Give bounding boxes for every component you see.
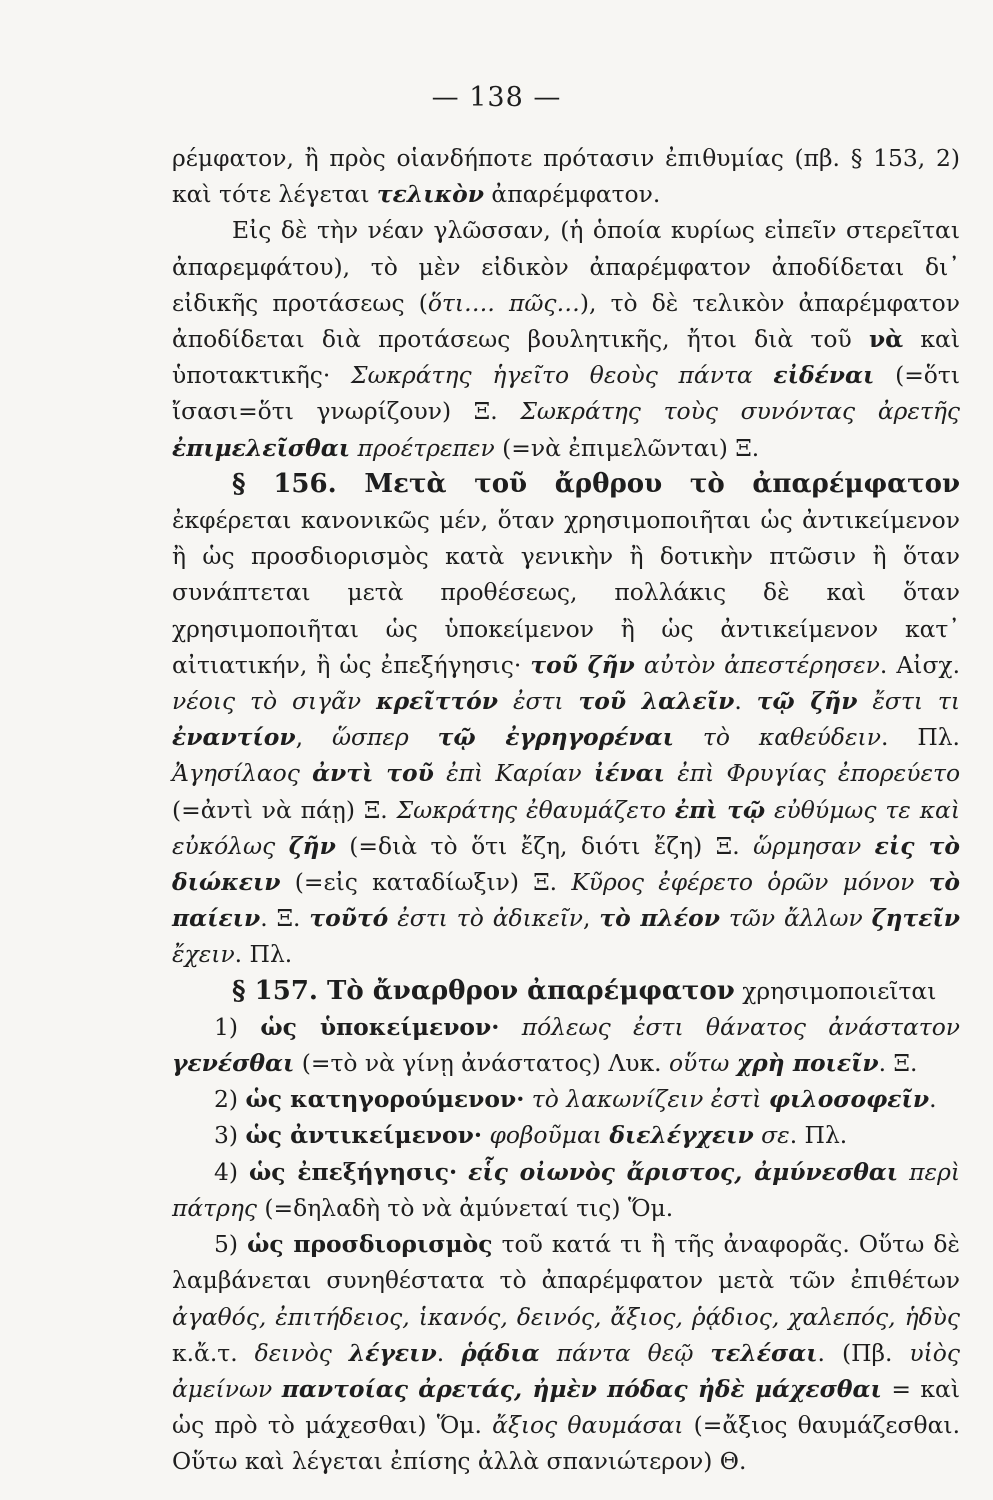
paragraph: § 157. Τὸ ἄναρθρον ἀπαρέμφατον χρησιμοποιεῖται	[232, 975, 937, 1006]
paragraph: Εἰς δὲ τὴν νέαν γλῶσσαν, (ἡ ὁποία κυρίως εἰπεῖν στερεῖται ἀπαρεμφάτου), τὸ μὲν εἰδικὸν ἀπαρέμφατον ἀποδίδεται δι᾽ εἰδικῆς προτάσεως (ὅτι…. πῶς…), τὸ δὲ τελικὸν ἀπαρέμφατον ἀποδίδεται διὰ προτάσεως βουλητικῆς, ἤτοι διὰ τοῦ νὰ καὶ ὑποτακτικῆς· Σωκράτης ἡγεῖτο θεοὺς πάντα εἰδέναι (=ὅτι ἴσασι=ὅτι γνωρίζουν) Ξ. Σωκράτης τοὺς συνόντας ἀρετῆς ἐπιμελεῖσθαι προέτρεπεν (=νὰ ἐπιμελῶνται) Ξ.	[172, 216, 960, 462]
paragraph: 2) ὡς κατηγορούμενον· τὸ λακωνίζειν ἐστὶ φιλοσοφεῖν.	[214, 1085, 937, 1114]
paragraph: 5) ὡς προσδιορισμὸς τοῦ κατά τι ἢ τῆς ἀναφορᾶς. Οὕτω δὲ λαμβάνεται συνηθέστατα τὸ ἀπαρέμφατον μετὰ τῶν ἐπιθέτων ἀγαθός, ἐπιτήδειος, ἱκανός, δεινός, ἄξιος, ῥᾴδιος, χαλεπός, ἡδὺς κ.ἄ.τ. δεινὸς λέγειν. ῥᾴδια πάντα θεῷ τελέσαι. (Πβ. υἱὸς ἀμείνων παντοίας ἀρετάς, ἠμὲν πόδας ἠδὲ μάχεσθαι = καὶ ὡς πρὸ τὸ μάχεσθαι) Ὅμ. ἄξιος θαυμάσαι (=ἄξιος θαυμάζεσθαι. Οὕτω καὶ λέγεται ἐπίσης ἀλλὰ σπανιώτερον) Θ.	[172, 1230, 961, 1476]
paragraph: § 156. Μετὰ τοῦ ἄρθρου τὸ ἀπαρέμφατον ἐκφέρεται κανονικῶς μέν, ὅταν χρησιμοποιῆται ὡς ἀντικείμενον ἢ ὡς προσδιορισμὸς κατὰ γενικὴν ἢ δοτικὴν πτῶσιν ἢ ὅταν συνάπτεται μετὰ προθέσεως, πολλάκις δὲ καὶ ὅταν χρησιμοποιῆται ὡς ὑποκείμενον ἢ ὡς ἀντικείμενον κατ᾽ αἰτιατικήν, ἢ ὡς ἐπεξήγησις· τοῦ ζῆν αὐτὸν ἀπεστέρησεν. Αἰσχ. νέοις τὸ σιγᾶν κρεῖττόν ἐστι τοῦ λαλεῖν. τῷ ζῆν ἔστι τι ἐναντίον, ὥσπερ τῷ ἐγρηγορέναι τὸ καθεύδειν. Πλ. Ἀγησίλαος ἀντὶ τοῦ ἐπὶ Καρίαν ἰέναι ἐπὶ Φρυγίας ἐπορεύετο (=ἀντὶ νὰ πάῃ) Ξ. Σωκράτης ἐθαυμάζετο ἐπὶ τῷ εὐθύμως τε καὶ εὐκόλως ζῆν (=διὰ τὸ ὅτι ἔζη, διότι ἔζη) Ξ. ὥρμησαν εἰς τὸ διώκειν (=εἰς καταδίωξιν) Ξ. Κῦρος ἐφέρετο ὁρῶν μόνον τὸ παίειν. Ξ. τοῦτό ἐστι τὸ ἀδικεῖν, τὸ πλέον τῶν ἄλλων ζητεῖν ἔχειν. Πλ.	[172, 468, 961, 969]
paragraph: 4) ὡς ἐπεξήγησις· εἷς οἰωνὸς ἄριστος, ἀμύνεσθαι περὶ πάτρης (=δηλαδὴ τὸ νὰ ἀμύνεταί τις) Ὅμ.	[172, 1157, 960, 1222]
paragraph: ρέμφατον, ἢ πρὸς οἱανδήποτε πρότασιν ἐπιθυμίας (πβ. § 153, 2) καὶ τότε λέγεται τελικὸν ἀπαρέμφατον.	[172, 144, 960, 209]
paragraph: 1) ὡς ὑποκείμενον· πόλεως ἐστι θάνατος ἀνάστατον γενέσθαι (=τὸ νὰ γίνῃ ἀνάστατος) Λυκ. οὕτω χρὴ ποιεῖν. Ξ.	[172, 1012, 960, 1078]
page-number: — 138 —	[431, 82, 562, 113]
body-text	[172, 140, 960, 1480]
paragraph: 3) ὡς ἀντικείμενον· φοβοῦμαι διελέγχειν σε. Πλ.	[214, 1121, 848, 1150]
